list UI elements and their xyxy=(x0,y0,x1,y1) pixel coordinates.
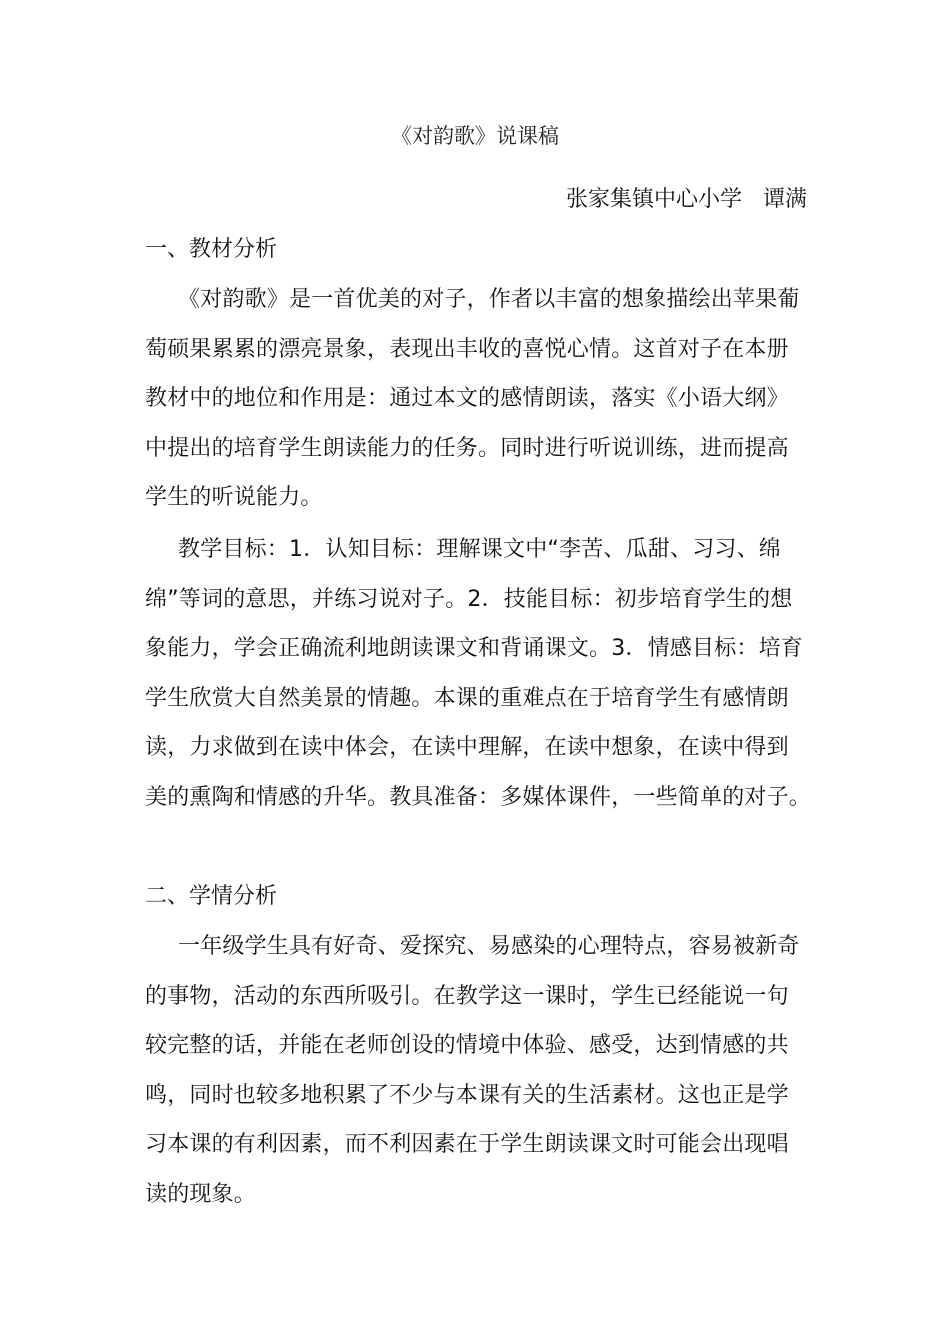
section-heading-students: 二、学情分析 xyxy=(145,884,278,909)
text-line: 绵”等词的意思，并练习说对子。2．技能目标：初步培育学生的想 xyxy=(145,586,793,612)
text-line: 的事物，活动的东西所吸引。在教学这一课时，学生已经能说一句 xyxy=(145,983,789,1009)
author-line: 张家集镇中心小学 谭满 xyxy=(566,187,807,212)
text-line: 象能力，学会正确流利地朗读课文和背诵课文。3．情感目标：培育 xyxy=(145,636,803,661)
text-line: 鸣，同时也较多地积累了不少与本课有关的生活素材。这也正是学 xyxy=(145,1082,789,1108)
text-line: 一年级学生具有好奇、爱探究、易感染的心理特点，容易被新奇 xyxy=(178,934,800,959)
text-line: 读的现象。 xyxy=(145,1181,257,1207)
text-line: 萄硕果累累的漂亮景象，表现出丰收的喜悦心情。这首对子在本册 xyxy=(145,336,789,362)
document-title: 《对韵歌》说课稿 xyxy=(391,124,559,148)
text-line: 较完整的话，并能在老师创设的情境中体验、感受，达到情感的共 xyxy=(145,1033,789,1058)
text-line: 学生的听说能力。 xyxy=(145,485,323,510)
text-line: 《对韵歌》是一首优美的对子，作者以丰富的想象描绘出苹果葡 xyxy=(178,287,800,312)
text-line: 学生欣赏大自然美景的情趣。本课的重难点在于培育学生有感情朗 xyxy=(145,685,789,711)
paragraph-teaching-goals xyxy=(145,525,810,822)
paragraph-student-analysis xyxy=(145,922,810,1219)
paragraph-materials-intro xyxy=(145,275,810,523)
text-line: 美的熏陶和情感的升华。教具准备：多媒体课件，一些简单的对子。 xyxy=(145,784,812,810)
text-line: 中提出的培育学生朗读能力的任务。同时进行听说训练，进而提高 xyxy=(145,435,789,461)
section-heading-materials: 一、教材分析 xyxy=(145,237,278,262)
text-line: 教材中的地位和作用是：通过本文的感情朗读，落实《小语大纲》 xyxy=(145,386,789,411)
text-line: 教学目标：1．认知目标：理解课文中“李苦、瓜甜、习习、绵 xyxy=(178,537,781,562)
text-line: 读，力求做到在读中体会，在读中理解，在读中想象，在读中得到 xyxy=(145,735,789,760)
text-line: 习本课的有利因素，而不利因素在于学生朗读课文时可能会出现唱 xyxy=(145,1132,789,1157)
